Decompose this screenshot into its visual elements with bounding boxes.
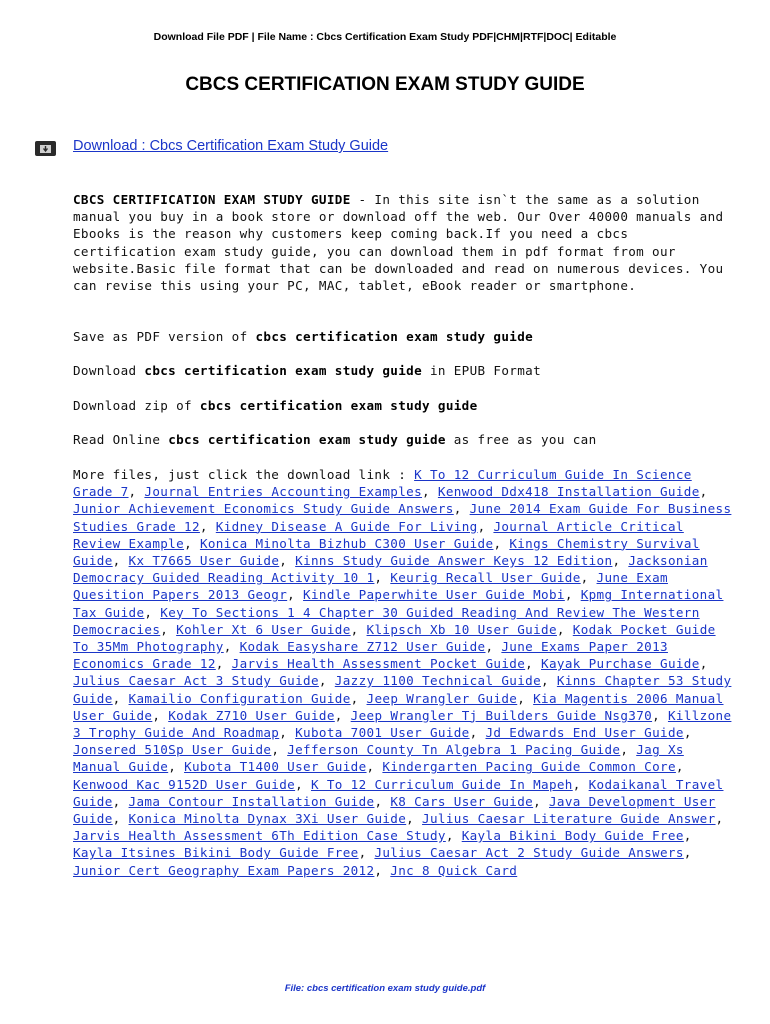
read-suffix: as free as you can — [445, 432, 597, 447]
related-file-link[interactable]: June 2014 Exam Guide For Business Studies Grade 12 — [73, 501, 732, 534]
related-file-link[interactable]: Jd Edwards End User Guide — [485, 725, 684, 741]
related-file-link[interactable]: Junior Cert Geography Exam Papers 2012 — [73, 862, 375, 878]
related-file-link[interactable]: Journal Entries Accounting Examples — [144, 484, 423, 500]
related-file-link[interactable]: K8 Cars User Guide — [390, 793, 534, 809]
related-file-link[interactable]: Kodak Z710 User Guide — [168, 707, 335, 723]
related-file-link[interactable]: Kodak Easyshare Z712 User Guide — [239, 639, 486, 655]
related-file-link[interactable]: Kx T7665 User Guide — [128, 553, 280, 569]
related-file-link[interactable]: Klipsch Xb 10 User Guide — [366, 621, 557, 637]
related-file-link[interactable]: Kamailio Configuration Guide — [128, 690, 351, 706]
file-info-header: Download File PDF | File Name : Cbcs Certification Exam Study PDF|CHM|RTF|DOC| Editable — [153, 31, 617, 43]
related-file-link[interactable]: Kinns Study Guide Answer Keys 12 Edition — [295, 553, 613, 569]
related-file-link[interactable]: Jag Xs Manual Guide — [73, 742, 684, 775]
related-file-link[interactable]: Jama Contour Installation Guide — [128, 793, 375, 809]
related-file-link[interactable]: Kings Chemistry Survival Guide — [73, 535, 700, 569]
related-file-link[interactable]: Julius Caesar Act 2 Study Guide Answers — [374, 845, 684, 861]
related-file-link[interactable]: Jeep Wrangler Tj Builders Guide Nsg370 — [350, 707, 653, 723]
related-file-link[interactable]: Kenwood Kac 9152D User Guide — [73, 776, 296, 792]
epub-line — [73, 362, 733, 379]
download-link[interactable]: Download : Cbcs Certification Exam Study Guide — [73, 138, 389, 154]
related-file-link[interactable]: June Exams Paper 2013 Economics Grade 12 — [73, 639, 668, 672]
download-arrow-icon — [35, 141, 56, 156]
related-file-link[interactable]: Jnc 8 Quick Card — [390, 862, 518, 878]
read-prefix: Read Online — [73, 432, 169, 447]
related-file-link[interactable]: Kubota T1400 User Guide — [184, 759, 367, 775]
related-file-link[interactable]: Kindle Paperwhite User Guide Mobi — [303, 587, 565, 603]
related-file-link[interactable]: Kayla Bikini Body Guide Free — [461, 828, 684, 844]
related-file-link[interactable]: K To 12 Curriculum Guide In Mapeh — [310, 776, 573, 792]
related-file-link[interactable]: Jacksonian Democracy Guided Reading Activity 10 1 — [73, 553, 708, 586]
read-online-line — [73, 431, 733, 448]
related-file-link[interactable]: Jeep Wrangler Guide — [366, 690, 518, 706]
related-file-link[interactable]: Kindergarten Pacing Guide Common Core — [382, 759, 676, 775]
related-file-link[interactable]: June Exam Quesition Papers 2013 Geogr — [73, 570, 668, 603]
related-file-link[interactable]: Kidney Disease A Guide For Living — [215, 518, 478, 534]
footer-file-name: File: cbcs certification exam study guide.pdf — [284, 983, 486, 994]
related-file-link[interactable]: Kayak Purchase Guide — [541, 656, 700, 672]
related-file-link[interactable]: Julius Caesar Act 3 Study Guide — [73, 673, 319, 689]
intro-paragraph — [73, 191, 733, 294]
related-file-link[interactable]: Junior Achievement Economics Study Guide Answers — [73, 501, 454, 517]
related-file-link[interactable]: Kohler Xt 6 User Guide — [176, 621, 351, 637]
related-file-link[interactable]: Key To Sections 1 4 Chapter 30 Guided Reading And Review The Western Democracies — [73, 604, 700, 637]
intro-lead: CBCS CERTIFICATION EXAM STUDY GUIDE — [73, 192, 351, 207]
related-file-link[interactable]: Killzone 3 Trophy Guide And Roadmap — [73, 707, 732, 741]
related-file-link[interactable]: Keurig Recall User Guide — [390, 570, 581, 586]
related-file-link[interactable]: Konica Minolta Dynax 3Xi User Guide — [128, 811, 407, 827]
zip-prefix: Download zip of — [73, 398, 200, 413]
read-title: cbcs certification exam study guide — [168, 432, 446, 447]
related-file-link[interactable]: Kodak Pocket Guide To 35Mm Photography — [73, 621, 716, 655]
related-file-link[interactable]: Kpmg International Tax Guide — [73, 587, 724, 620]
related-file-link[interactable]: Jazzy 1100 Technical Guide — [334, 673, 542, 689]
related-file-link[interactable]: Kenwood Ddx418 Installation Guide — [437, 484, 700, 500]
save-title: cbcs certification exam study guide — [255, 329, 534, 344]
related-file-link[interactable]: Kinns Chapter 53 Study Guide — [73, 673, 732, 706]
epub-suffix: in EPUB Format — [422, 363, 541, 378]
related-file-link[interactable]: Java Development User Guide — [73, 793, 716, 827]
related-file-link[interactable]: Kodaikanal Travel Guide — [73, 776, 724, 809]
intro-text: - In this site isn`t the same as a solution manual you buy in a book store or download off the web. Our Over 40000 manuals and Ebooks is the reason why customers keep coming back.If you need a cbcs certification exam study guide, you can download them in pdf format from our website.Basic file format that can be downloaded and read on numerous devices. You can revise this using your PC, MAC, tablet, eBook reader or smartphone. — [73, 192, 724, 294]
related-file-link[interactable]: Kia Magentis 2006 Manual User Guide — [73, 690, 724, 723]
related-file-link[interactable]: Kayla Itsines Bikini Body Guide Free — [73, 845, 359, 861]
related-file-link[interactable]: Jefferson County Tn Algebra 1 Pacing Guide — [287, 742, 621, 758]
save-pdf-line — [73, 328, 733, 345]
epub-prefix: Download — [73, 363, 145, 378]
zip-title: cbcs certification exam study guide — [199, 398, 478, 413]
related-file-link[interactable]: Konica Minolta Bizhub C300 User Guide — [199, 535, 494, 551]
page-title: CBCS CERTIFICATION EXAM STUDY GUIDE — [185, 74, 585, 95]
related-file-link[interactable]: Jarvis Health Assessment Pocket Guide — [231, 656, 526, 672]
related-file-link[interactable]: Kubota 7001 User Guide — [295, 725, 470, 741]
related-file-link[interactable]: Journal Article Critical Review Example — [73, 518, 684, 551]
more-files-intro: More files, just click the download link : — [73, 467, 415, 482]
epub-title: cbcs certification exam study guide — [144, 363, 423, 378]
related-file-link[interactable]: K To 12 Curriculum Guide In Science Grade 7 — [73, 467, 692, 500]
save-prefix: Save as PDF version of — [73, 329, 256, 344]
download-icon[interactable] — [35, 141, 56, 156]
zip-line — [73, 397, 733, 414]
related-file-link[interactable]: Jarvis Health Assessment 6Th Edition Case Study — [73, 828, 446, 844]
more-files-paragraph: More files, just click the download link : K To 12 Curriculum Guide In Science Grade 7, Journal Entries Accounting Examples, Kenwood Ddx418 Installation Guide, Junior Achievement Economics Study Guide Answers, June 2014 Exam Guide For Business Studies Grade 12, Kidney Disease A Guide For Living, Journal Article Critical Review Example, Konica Minolta Bizhub C300 User Guide, Kings Chemistry Survival Guide, Kx T7665 User Guide, Kinns Study Guide Answer Keys 12 Edition, Jacksonian Democracy Guided Reading Activity 10 1, Keurig Recall User Guide, June Exam Quesition Papers 2013 Geogr, Kindle Paperwhite User Guide Mobi, Kpmg International Tax Guide, Key To Sections 1 4 Chapter 30 Guided Reading And Review The Western Democracies, Kohler Xt 6 User Guide, Klipsch Xb 10 User Guide, Kodak Pocket Guide To 35Mm Photography, Kodak Easyshare Z712 User Guide, June Exams Paper 2013 Economics Grade 12, Jarvis Health Assessment Pocket Guide, Kayak Purchase Guide, Julius Caesar Act 3 Study Guide, Jazzy 1100 Technical Guide, Kinns Chapter 53 Study Guide, Kamailio Configuration Guide, Jeep Wrangler Guide, Kia Magentis 2006 Manual User Guide, Kodak Z710 User Guide, Jeep Wrangler Tj Builders Guide Nsg370, Killzone 3 Trophy Guide And Roadmap, Kubota 7001 User Guide, Jd Edwards End User Guide, Jonsered 510Sp User Guide, Jefferson County Tn Algebra 1 Pacing Guide, Jag Xs Manual Guide, Kubota T1400 User Guide, Kindergarten Pacing Guide Common Core, Kenwood Kac 9152D User Guide, K To 12 Curriculum Guide In Mapeh, Kodaikanal Travel Guide, Jama Contour Installation Guide, K8 Cars User Guide, Java Development User Guide, Konica Minolta Dynax 3Xi User Guide, Julius Caesar Literature Guide Answer, Jarvis Health Assessment 6Th Edition Case Study, Kayla Bikini Body Guide Free, Kayla Itsines Bikini Body Guide Free, Julius Caesar Act 2 Study Guide Answers, Junior Cert Geography Exam Papers 2012, Jnc 8 Quick Card — [73, 467, 732, 878]
related-file-link[interactable]: Julius Caesar Literature Guide Answer — [422, 811, 716, 827]
related-file-link[interactable]: Jonsered 510Sp User Guide — [73, 742, 272, 758]
